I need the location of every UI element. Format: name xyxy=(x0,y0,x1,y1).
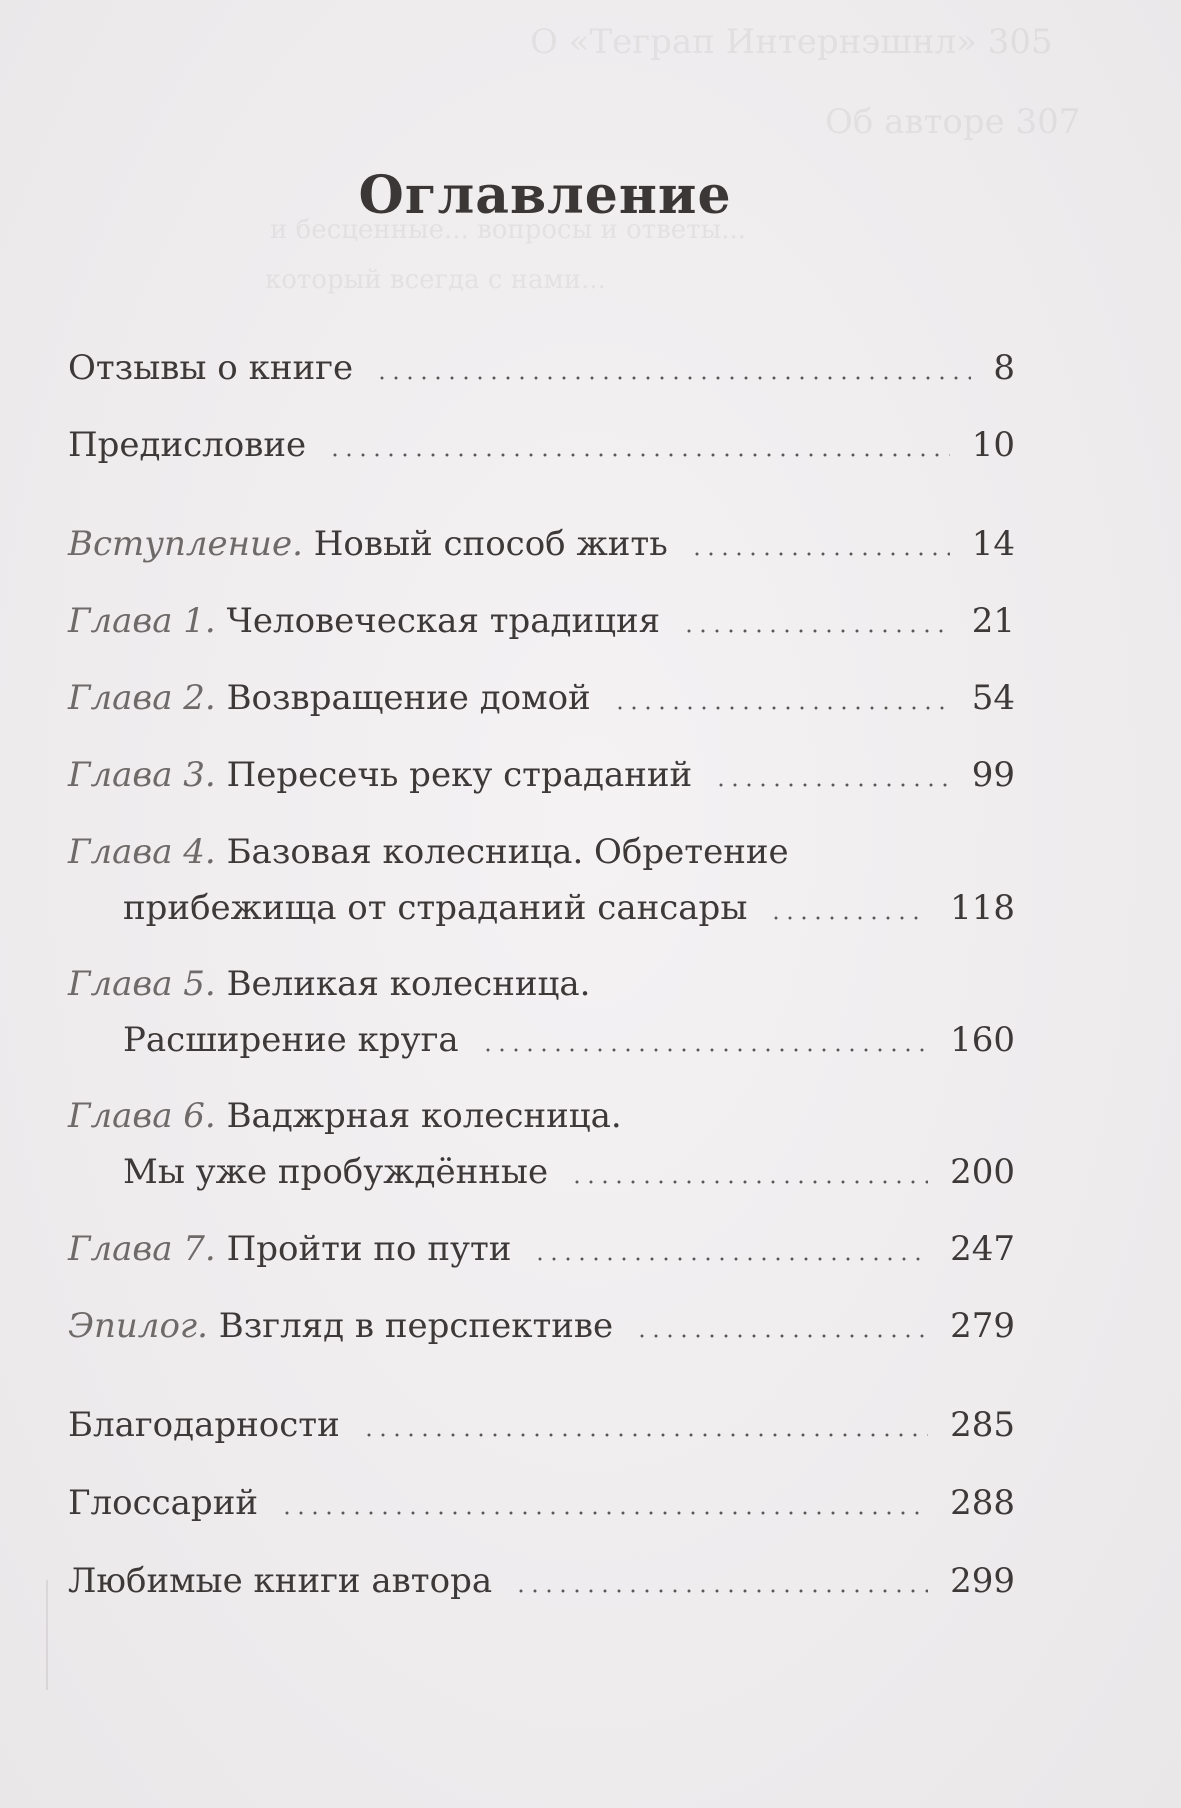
toc-entry-label xyxy=(68,958,590,1010)
bleed-through-text: и бесценные... вопросы и ответы... xyxy=(270,215,747,245)
toc-entry-prefix: Глава 4. xyxy=(68,832,216,872)
dot-leader xyxy=(635,1334,928,1338)
toc-entry xyxy=(68,1477,1015,1529)
toc-entry-title: Любимые книги автора xyxy=(68,1561,493,1601)
dot-leader xyxy=(769,916,928,920)
dot-leader xyxy=(375,376,971,380)
toc-page-number: 14 xyxy=(971,524,1015,564)
dot-leader xyxy=(690,552,950,556)
toc-entry-prefix: Эпилог. xyxy=(68,1306,208,1346)
toc-entry-title: Глоссарий xyxy=(68,1483,259,1523)
toc-entry-label xyxy=(68,672,591,724)
dot-leader xyxy=(514,1589,928,1593)
toc-entry xyxy=(68,419,1015,471)
toc-entry xyxy=(68,518,1015,570)
dot-leader xyxy=(280,1511,928,1515)
toc-entry xyxy=(68,1090,968,1142)
toc-entry xyxy=(68,958,968,1010)
toc-entry-label xyxy=(68,595,660,647)
toc-page-number: 247 xyxy=(950,1229,1015,1269)
toc-entry-prefix: Глава 3. xyxy=(68,755,216,795)
toc-entry xyxy=(68,1300,1015,1352)
toc-entry-title: Человеческая традиция xyxy=(226,601,661,641)
dot-leader xyxy=(481,1048,928,1052)
toc-entry-label xyxy=(68,749,692,801)
toc-entry-label xyxy=(123,1146,548,1198)
toc-entry-prefix: Глава 7. xyxy=(68,1229,216,1269)
toc-entry-title: Расширение круга xyxy=(123,1020,459,1060)
toc-page-number: 279 xyxy=(950,1306,1015,1346)
toc-entry-prefix: Глава 2. xyxy=(68,678,216,718)
toc-page-number: 8 xyxy=(993,348,1015,388)
dot-leader xyxy=(613,706,950,710)
toc-entry-title: Пройти по пути xyxy=(226,1229,512,1269)
toc-page-number: 118 xyxy=(950,888,1015,928)
toc-page-number: 288 xyxy=(950,1483,1015,1523)
toc-entry-label xyxy=(123,882,747,934)
toc-entry-label xyxy=(68,1399,340,1451)
toc-entry-title: Новый способ жить xyxy=(313,524,668,564)
toc-entry-label xyxy=(123,1014,459,1066)
toc-entry xyxy=(123,1014,1015,1066)
toc-entry-label xyxy=(68,1223,511,1275)
toc-entry xyxy=(68,1399,1015,1451)
toc-entry xyxy=(123,1146,1015,1198)
toc-entry xyxy=(68,1223,1015,1275)
toc-entry-label xyxy=(68,826,789,878)
toc-entry-label xyxy=(68,1300,613,1352)
page-title: Оглавление xyxy=(358,164,732,226)
toc-entry xyxy=(68,672,1015,724)
dot-leader xyxy=(362,1433,928,1437)
toc-entry-label xyxy=(68,1477,258,1529)
toc-entry-title: Возвращение домой xyxy=(226,678,591,718)
toc-page-number: 54 xyxy=(971,678,1015,718)
toc-entry xyxy=(68,1555,1015,1607)
toc-entry xyxy=(123,882,1015,934)
toc-entry-title: Мы уже пробуждённые xyxy=(123,1152,549,1192)
toc-entry-title: Взгляд в перспективе xyxy=(218,1306,614,1346)
toc-entry-title: Базовая колесница. Обретение xyxy=(226,832,789,872)
dot-leader xyxy=(328,453,950,457)
dot-leader xyxy=(533,1257,928,1261)
toc-page-number: 200 xyxy=(950,1152,1015,1192)
toc-entry-title: прибежища от страданий сансары xyxy=(123,888,748,928)
dot-leader xyxy=(682,629,950,633)
toc-entry xyxy=(68,595,1015,647)
dot-leader xyxy=(714,783,950,787)
toc-entry-label xyxy=(68,518,668,570)
toc-entry-title: Ваджрная колесница. xyxy=(226,1096,622,1136)
toc-entry-title: Отзывы о книге xyxy=(68,348,354,388)
toc-entry-prefix: Глава 1. xyxy=(68,601,216,641)
dot-leader xyxy=(570,1180,928,1184)
toc-entry xyxy=(68,826,968,878)
toc-entry xyxy=(68,342,1015,394)
toc-entry-prefix: Глава 5. xyxy=(68,964,216,1004)
toc-entry xyxy=(68,749,1015,801)
toc-entry-label xyxy=(68,342,353,394)
toc-entry-title: Пересечь реку страданий xyxy=(226,755,693,795)
page-margin-mark xyxy=(46,1580,48,1690)
bleed-through-text: Об авторе 307 xyxy=(825,102,1081,142)
bleed-through-text: О «Теграп Интернэшнл» 305 xyxy=(530,22,1053,62)
toc-entry-title: Великая колесница. xyxy=(226,964,591,1004)
toc-entry-label xyxy=(68,419,306,471)
toc-entry-prefix: Вступление. xyxy=(68,524,303,564)
toc-page-number: 99 xyxy=(971,755,1015,795)
toc-page-number: 160 xyxy=(950,1020,1015,1060)
toc-page-number: 285 xyxy=(950,1405,1015,1445)
toc-entry-title: Благодарности xyxy=(68,1405,340,1445)
toc-page-number: 21 xyxy=(971,601,1015,641)
toc-page-number: 10 xyxy=(971,425,1015,465)
bleed-through-text: который всегда с нами... xyxy=(265,265,606,295)
toc-entry-prefix: Глава 6. xyxy=(68,1096,216,1136)
toc-entry-title: Предисловие xyxy=(68,425,307,465)
toc-entry-label xyxy=(68,1090,622,1142)
toc-page-number: 299 xyxy=(950,1561,1015,1601)
toc-entry-label xyxy=(68,1555,492,1607)
